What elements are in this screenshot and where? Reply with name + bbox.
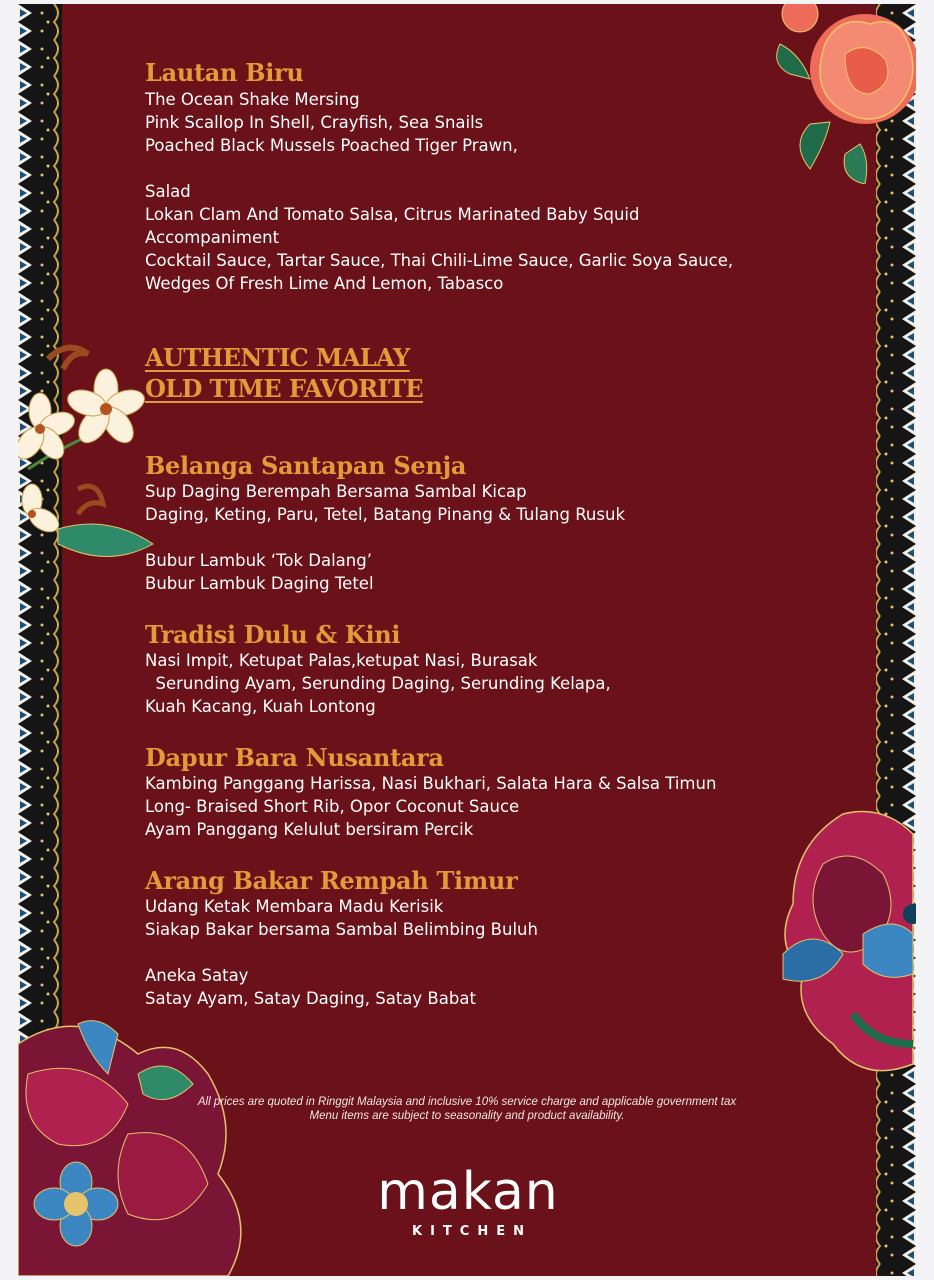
menu-line: Daging, Keting, Paru, Tetel, Batang Pinang & Tulang Rusuk <box>145 505 625 524</box>
frangipani-flower-icon <box>18 339 163 569</box>
menu-line: Accompaniment <box>145 228 280 247</box>
logo-sub: KITCHEN <box>412 1224 532 1239</box>
batik-flower-icon-left <box>18 1014 258 1276</box>
menu-line: Udang Ketak Membara Madu Kerisik <box>145 897 444 916</box>
menu-line: Siakap Bakar bersama Sambal Belimbing Buluh <box>145 920 538 939</box>
menu-card <box>18 4 916 1276</box>
menu-line: Salad <box>145 182 191 201</box>
menu-line: Serunding Ayam, Serunding Daging, Serunding Kelapa, <box>145 674 611 693</box>
menu-line: Aneka Satay <box>145 966 249 985</box>
menu-line: Kuah Kacang, Kuah Lontong <box>145 697 376 716</box>
heading-dapur: Dapur Bara Nusantara <box>145 743 444 772</box>
logo-word: makan <box>377 1162 559 1222</box>
heading-tradisi: Tradisi Dulu & Kini <box>145 620 401 649</box>
section-title-line1: AUTHENTIC MALAY <box>145 343 410 372</box>
availability-note: Menu items are subject to seasonality and product availability. <box>309 1110 625 1122</box>
menu-line: Lokan Clam And Tomato Salsa, Citrus Marinated Baby Squid <box>145 205 640 224</box>
heading-belanga: Belanga Santapan Senja <box>145 451 467 480</box>
peony-flower-icon <box>770 4 916 184</box>
menu-line: Long- Braised Short Rib, Opor Coconut Sauce <box>145 797 520 816</box>
price-note: All prices are quoted in Ringgit Malaysia and inclusive 10% service charge and applicable government tax <box>197 1096 737 1108</box>
menu-line: Bubur Lambuk ‘Tok Dalang’ <box>145 551 372 570</box>
menu-line: Sup Daging Berempah Bersama Sambal Kicap <box>145 482 527 501</box>
makan-kitchen-logo <box>368 1162 568 1239</box>
heading-lautan-biru: Lautan Biru <box>145 58 304 87</box>
menu-line: Wedges Of Fresh Lime And Lemon, Tabasco <box>145 274 504 293</box>
menu-line: Poached Black Mussels Poached Tiger Prawn, <box>145 136 518 155</box>
section-title-line2: OLD TIME FAVORITE <box>145 374 423 403</box>
batik-border-right-pattern <box>876 4 916 1276</box>
menu-line: Ayam Panggang Kelulut bersiram Percik <box>145 820 474 839</box>
menu-line: Kambing Panggang Harissa, Nasi Bukhari, Salata Hara & Salsa Timun <box>145 774 717 793</box>
menu-line: Cocktail Sauce, Tartar Sauce, Thai Chili-Lime Sauce, Garlic Soya Sauce, <box>145 251 734 270</box>
menu-line: Nasi Impit, Ketupat Palas,ketupat Nasi, Burasak <box>145 651 538 670</box>
heading-arang: Arang Bakar Rempah Timur <box>145 866 518 895</box>
batik-flower-icon-right <box>763 804 916 1084</box>
batik-border-right <box>876 4 916 1276</box>
menu-line: The Ocean Shake Mersing <box>145 90 360 109</box>
menu-line: Pink Scallop In Shell, Crayfish, Sea Snails <box>145 113 484 132</box>
menu-line: Satay Ayam, Satay Daging, Satay Babat <box>145 989 476 1008</box>
menu-line: Bubur Lambuk Daging Tetel <box>145 574 374 593</box>
